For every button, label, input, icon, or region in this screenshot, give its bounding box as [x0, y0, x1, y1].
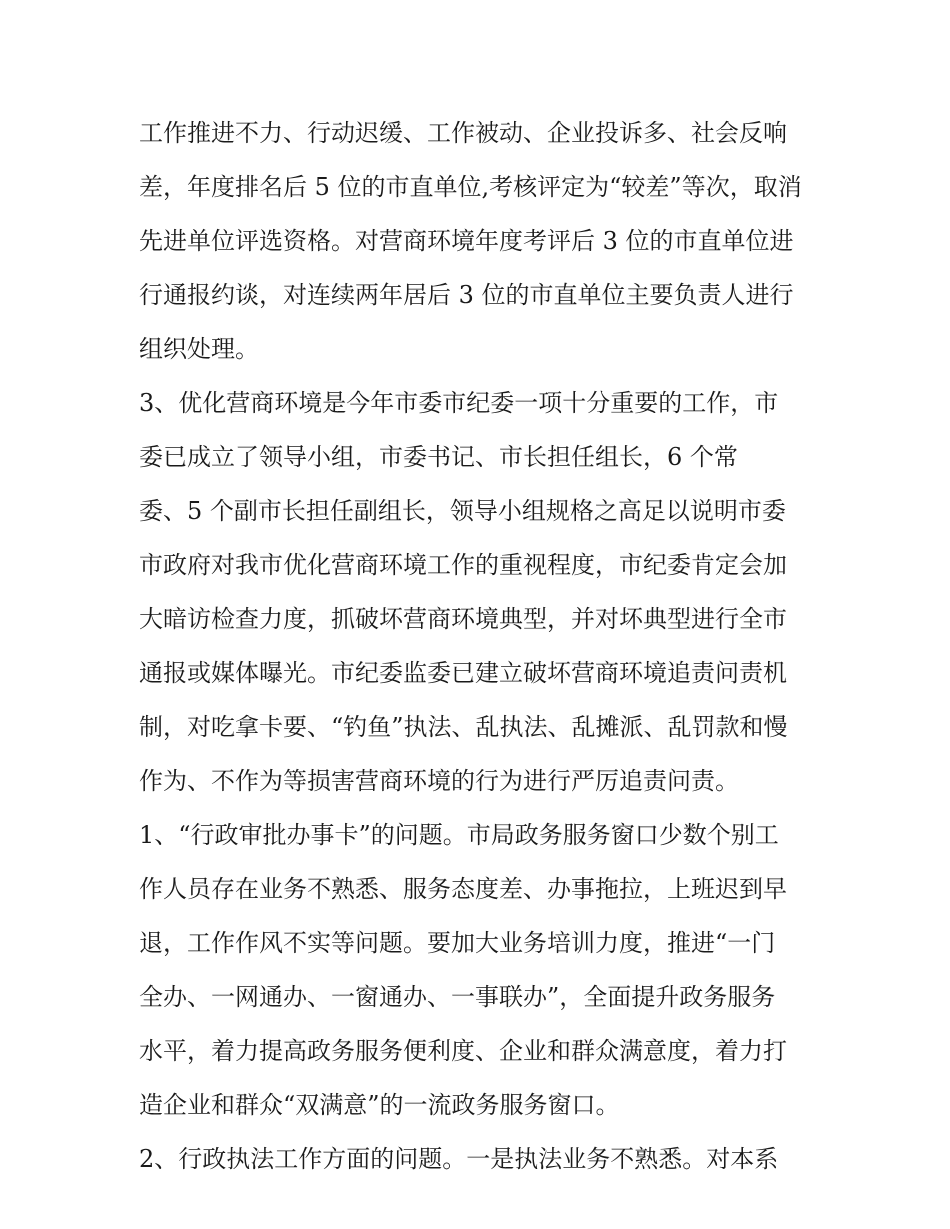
text-line: 先进单位评选资格。对营商环境年度考评后 3 位的市直单位进: [139, 227, 794, 255]
text-line: 委已成立了领导小组，市委书记、市长担任组长，6 个常: [139, 443, 738, 471]
text-line: 大暗访检查力度，抓破坏营商环境典型，并对坏典型进行全市: [139, 605, 787, 633]
text-line: 委、5 个副市长担任副组长，领导小组规格之高足以说明市委: [139, 497, 786, 525]
text-line: 组织处理。: [139, 335, 259, 363]
text-line: 1、“行政审批办事卡”的问题。市局政务服务窗口少数个别工: [139, 821, 779, 849]
text-line: 作为、不作为等损害营商环境的行为进行严厉追责问责。: [139, 767, 739, 795]
text-line: 市政府对我市优化营商环境工作的重视程度，市纪委肯定会加: [139, 551, 787, 579]
text-line: 3、优化营商环境是今年市委市纪委一项十分重要的工作，市: [139, 389, 779, 417]
text-line: 工作推进不力、行动迟缓、工作被动、企业投诉多、社会反响: [139, 119, 787, 147]
text-line: 造企业和群众“双满意”的一流政务服务窗口。: [139, 1091, 620, 1119]
text-line: 行通报约谈，对连续两年居后 3 位的市直单位主要负责人进行: [139, 281, 794, 309]
text-line: 制，对吃拿卡要、“钓鱼”执法、乱执法、乱摊派、乱罚款和慢: [139, 713, 788, 741]
text-line: 差，年度排名后 5 位的市直单位,考核评定为“较差”等次，取消: [139, 173, 802, 201]
text-line: 退，工作作风不实等问题。要加大业务培训力度，推进“一门: [139, 929, 776, 957]
text-line: 作人员存在业务不熟悉、服务态度差、办事拖拉，上班迟到早: [139, 875, 787, 903]
text-line: 2、行政执法工作方面的问题。一是执法业务不熟悉。对本系: [139, 1145, 779, 1173]
text-line: 水平，着力提高政务服务便利度、企业和群众满意度，着力打: [139, 1037, 787, 1065]
document-body: [139, 106, 819, 1186]
text-line: 通报或媒体曝光。市纪委监委已建立破坏营商环境追责问责机: [139, 659, 787, 687]
text-line: 全办、一网通办、一窗通办、一事联办”，全面提升政务服务: [139, 983, 776, 1011]
